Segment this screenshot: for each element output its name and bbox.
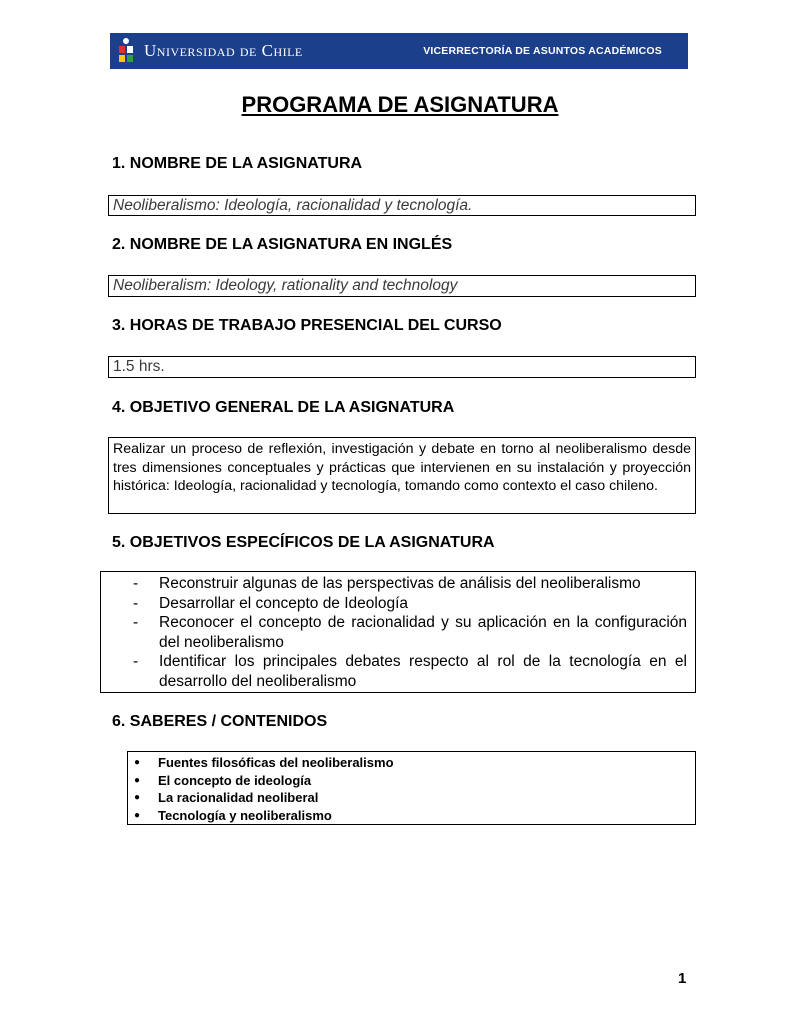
general-objective-box: Realizar un proceso de reflexión, investigación y debate en torno al neoliberalismo desde tres dimensiones conceptuales y prácticas que intervienen en su instalación y proyección histórica: Ideología, racionalidad y tecnología, tomando como contexto el caso chileno.	[108, 437, 696, 514]
dash-marker: -	[133, 575, 139, 592]
list-item: - Identificar los principales debates respecto al rol de la tecnología en el desarrollo del neoliberalismo	[133, 653, 687, 690]
dash-marker: -	[133, 653, 139, 670]
section-2-heading: 2. NOMBRE DE LA ASIGNATURA EN INGLÉS	[112, 236, 453, 253]
list-item: ● El concepto de ideología	[134, 772, 312, 788]
page-number: 1	[678, 970, 687, 987]
list-item: ● La racionalidad neoliberal	[134, 790, 319, 805]
specific-objectives-list	[100, 571, 696, 693]
list-item: ● Tecnología y neoliberalismo	[134, 807, 332, 823]
dash-marker: -	[133, 594, 139, 612]
logo-group	[116, 37, 303, 65]
bullet-icon: ●	[134, 809, 141, 821]
university-name: Universidad de Chile	[144, 41, 303, 60]
list-item: - Desarrollar el concepto de Ideología	[133, 594, 409, 612]
list-item: ● Fuentes filosóficas del neoliberalismo	[134, 755, 394, 770]
document-title: PROGRAMA DE ASIGNATURA	[241, 92, 559, 117]
university-crest-icon	[116, 37, 136, 65]
bullet-icon: ●	[134, 792, 141, 803]
bullet-icon: ●	[134, 757, 141, 768]
list-item: - Reconstruir algunas de las perspectivas de análisis del neoliberalismo	[133, 575, 641, 592]
course-name-box: Neoliberalismo: Ideología, racionalidad y tecnología.	[108, 195, 696, 216]
section-1-heading: 1. NOMBRE DE LA ASIGNATURA	[112, 155, 363, 172]
vicerrectoria-name: VICERRECTORÍA DE ASUNTOS ACADÉMICOS	[423, 45, 662, 57]
dash-marker: -	[133, 614, 139, 631]
course-name-english-box: Neoliberalism: Ideology, rationality and technology	[108, 275, 696, 297]
section-3-heading: 3. HORAS DE TRABAJO PRESENCIAL DEL CURSO	[112, 317, 502, 334]
section-6-heading: 6. SABERES / CONTENIDOS	[112, 713, 328, 730]
list-item: - Reconocer el concepto de racionalidad y su aplicación en la configuración del neoliberalismo	[133, 614, 687, 651]
contents-list	[127, 751, 696, 825]
section-4-heading: 4. OBJETIVO GENERAL DE LA ASIGNATURA	[112, 399, 455, 416]
bullet-icon: ●	[134, 774, 141, 786]
header-banner	[110, 33, 688, 69]
contact-hours-box: 1.5 hrs.	[108, 356, 696, 378]
section-5-heading: 5. OBJETIVOS ESPECÍFICOS DE LA ASIGNATURA	[112, 534, 495, 551]
